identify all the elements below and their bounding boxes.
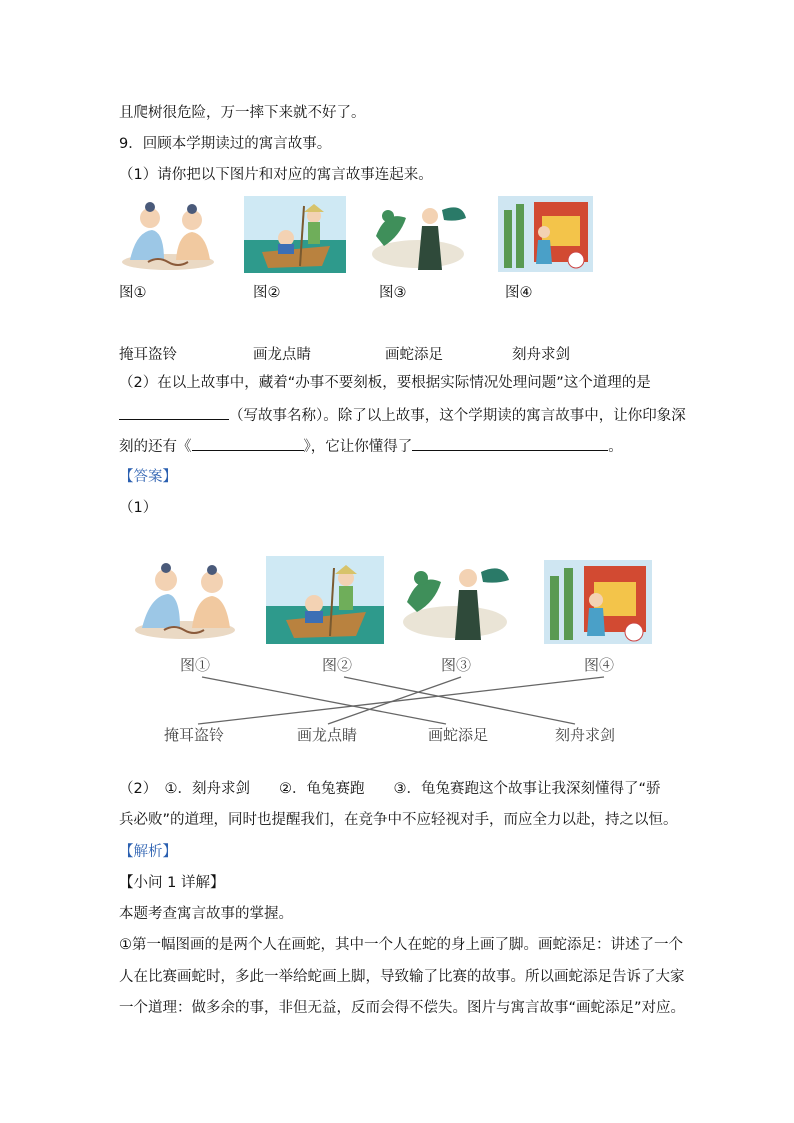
question-title: 9．回顾本学期读过的寓言故事。: [119, 136, 332, 152]
answer-figure-label-1: 图①: [180, 656, 211, 674]
analysis-paragraph-3: 人在比赛画蛇时，多此一举给蛇画上脚，导致输了比赛的故事。所以画蛇添足告诉了大家: [119, 969, 685, 985]
analysis-paragraph-1: 本题考查寓言故事的掌握。: [119, 906, 293, 922]
subquestion-2-line2: （写故事名称）。除了以上故事，这个学期读的寓言故事中，让你印象深: [119, 405, 686, 426]
subquestion-2-line3: 刻的还有《 》，它让你懂得了 。: [119, 436, 623, 457]
analysis-paragraph-2: ①第一幅图画的是两个人在画蛇，其中一个人在蛇的身上画了脚。画蛇添足：讲述了一个: [119, 937, 683, 953]
subquestion-2: （2）在以上故事中，藏着“办事不要刻板，要根据实际情况处理问题”这个道理的是: [119, 375, 651, 391]
text-line: 且爬树很危险，万一摔下来就不好了。: [119, 105, 366, 121]
answer-figure-label-2: 图②: [322, 656, 353, 674]
answer-figure-label-3: 图③: [441, 656, 472, 674]
subquestion-1: （1）请你把以下图片和对应的寓言故事连起来。: [119, 167, 433, 183]
answer-story-1: 掩耳盗铃: [164, 726, 225, 744]
figure-label-2: 图②: [253, 285, 281, 301]
match-line-1: [202, 677, 446, 724]
analysis-paragraph-4: 一个道理：做多余的事，非但无益，反而会得不偿失。图片与寓言故事“画蛇添足”对应。: [119, 1000, 686, 1016]
answer-heading: 【答案】: [119, 469, 177, 485]
answer-story-2: 画龙点睛: [297, 726, 358, 744]
story-option-1: 掩耳盗铃: [119, 347, 177, 363]
answer-2-line2: 兵必败”的道理，同时也提醒我们，在竞争中不应轻视对手，而应全力以赴，持之以恒。: [119, 812, 678, 828]
analysis-heading: 【解析】: [119, 844, 177, 860]
story-option-3: 画蛇添足: [385, 347, 443, 363]
answer-1-label: （1）: [119, 500, 158, 516]
match-line-3: [328, 677, 461, 724]
story-option-2: 画龙点睛: [253, 347, 311, 363]
figure-label-4: 图④: [505, 285, 533, 301]
answer-figure-label-4: 图④: [584, 656, 615, 674]
figure-label-1: 图①: [119, 285, 147, 301]
answer-2-line1: （2） ①．刻舟求剑 ②．龟兔赛跑 ③．龟兔赛跑这个故事让我深刻懂得了“骄: [119, 781, 661, 797]
sub-question-heading: 【小问 1 详解】: [119, 875, 225, 891]
answer-story-3: 画蛇添足: [428, 726, 489, 744]
story-option-4: 刻舟求剑: [512, 347, 570, 363]
answer-story-4: 刻舟求剑: [555, 726, 616, 744]
figure-label-3: 图③: [379, 285, 407, 301]
